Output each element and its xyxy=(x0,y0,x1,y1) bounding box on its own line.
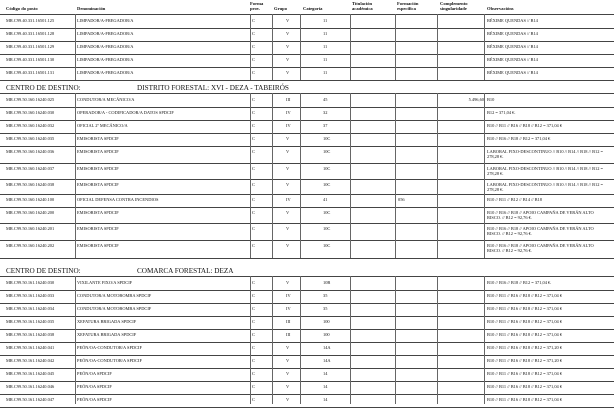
row-rule xyxy=(0,28,614,29)
cell-denominacion: OFICIAL 2º MECÁNICO/A xyxy=(77,123,128,128)
cell-denominacion: OPERADOR/A - CODIFICADOR/A DATOS SPDCIF xyxy=(77,110,174,115)
cell-grupo: V xyxy=(286,18,290,23)
cell-code: MR.C99.50.160.16240.036 xyxy=(6,149,55,154)
cell-observaciones: LABORAL FIXO-DESCONTINUO // B10 // B14 // B18 // B12 = 278,28 €. xyxy=(487,166,603,177)
column-divider xyxy=(272,14,273,80)
cell-forma: C xyxy=(252,397,255,402)
cell-observaciones: B10 // B11 // B16 // B18 // B12 = 371,20 € xyxy=(487,345,563,350)
cell-observaciones: B10 // B11 // B12 // B14 // B18 xyxy=(487,197,542,202)
column-divider xyxy=(350,14,351,80)
cell-forma: C xyxy=(252,197,255,202)
cell-grupo: V xyxy=(286,243,290,248)
section-3-rule xyxy=(0,276,614,277)
cell-code: MR.C99.50.160.16240.032 xyxy=(6,123,55,128)
cell-grupo: V xyxy=(286,371,290,376)
cell-code: MR.C99.40.331.16501.128 xyxy=(6,31,55,36)
cell-grupo: V xyxy=(286,70,290,75)
cell-categoria: 10C xyxy=(323,136,331,141)
column-divider xyxy=(75,276,76,404)
cell-categoria: 11 xyxy=(323,31,328,36)
section-label: CENTRO DE DESTINO: xyxy=(6,267,81,275)
row-rule xyxy=(0,120,614,121)
column-divider xyxy=(272,276,273,404)
cell-observaciones: B10 // B11 // B16 // B18 // B12 = 371,04 € xyxy=(487,306,563,311)
cell-denominacion: LIMPADOR/A-FREGADOR/A xyxy=(77,70,134,75)
column-divider xyxy=(484,93,485,258)
cell-code: MR.C99.50.160.16240.200 xyxy=(6,210,55,215)
column-divider xyxy=(437,14,438,80)
cell-forma: C xyxy=(252,319,255,324)
header-denominacion: Denominación xyxy=(77,6,106,11)
cell-grupo: V xyxy=(286,136,290,141)
header-formacion: Formación específica xyxy=(397,1,419,11)
cell-denominacion: LIMPADOR/A-FREGADOR/A xyxy=(77,18,134,23)
cell-observaciones: B10 xyxy=(487,97,495,102)
column-divider xyxy=(484,276,485,404)
cell-denominacion: LIMPADOR/A-FREGADOR/A xyxy=(77,57,134,62)
row-rule xyxy=(0,179,614,180)
cell-denominacion: OFICIAL DEFENSA CONTRA INCENDIOS xyxy=(77,197,159,202)
column-divider xyxy=(75,93,76,258)
cell-observaciones: B10 // B11 // B16 // B18 // B12 = 371,04 € xyxy=(487,123,563,128)
cell-denominacion: LIMPADOR/A-FREGADOR/A xyxy=(77,44,134,49)
cell-forma: C xyxy=(252,371,255,376)
cell-observaciones: B10 // B11 // B16 // B18 // B12 = 371,04 € xyxy=(487,384,563,389)
column-divider xyxy=(300,276,301,404)
row-rule xyxy=(0,54,614,55)
cell-forma: C xyxy=(252,97,255,102)
cell-observaciones: LABORAL FIXO-DESCONTINUO // B10 // B14 // B18 // B12 = 278,28 €. xyxy=(487,182,603,193)
cell-grupo: IV xyxy=(286,123,291,128)
header-grupo: Grupo xyxy=(274,6,288,11)
cell-grupo: III xyxy=(286,319,291,324)
cell-categoria: 10C xyxy=(323,210,331,215)
cell-code: MR.C99.50.161.16240.038 xyxy=(6,332,55,337)
cell-categoria: 35 xyxy=(323,306,328,311)
row-rule xyxy=(0,381,614,382)
column-divider xyxy=(437,93,438,258)
cell-code: MR.C99.40.331.16501.129 xyxy=(6,44,55,49)
cell-observaciones: RÉXIME QUENDAS // B14 xyxy=(487,44,538,49)
header-codigo: Código do posto xyxy=(6,6,38,11)
section-title: COMARCA FORESTAL: DEZA xyxy=(137,267,234,275)
row-rule xyxy=(0,355,614,356)
row-rule xyxy=(0,368,614,369)
cell-categoria: 14A xyxy=(323,358,331,363)
row-rule xyxy=(0,394,614,395)
cell-code: MR.C99.50.160.16240.030 xyxy=(6,110,55,115)
cell-observaciones: RÉXIME QUENDAS // B14 xyxy=(487,57,538,62)
cell-observaciones: B10 // B16 // B18 // B12 = 371,04 €. xyxy=(487,280,552,285)
row-rule xyxy=(0,258,614,259)
cell-denominacion: EMISORISTA SPDCIF xyxy=(77,149,119,154)
section-2-rule xyxy=(0,93,614,94)
cell-categoria: 10C xyxy=(323,166,331,171)
cell-code: MR.C99.40.331.16501.125 xyxy=(6,18,55,23)
cell-grupo: V xyxy=(286,210,290,215)
column-divider xyxy=(437,276,438,404)
cell-denominacion: CONDUTOR/A MECÁNICO/A xyxy=(77,97,135,102)
cell-grupo: V xyxy=(286,166,290,171)
cell-grupo: IV xyxy=(286,306,291,311)
cell-categoria: 14 xyxy=(323,384,328,389)
cell-denominacion: CONDUTOR/A MOTOBOMBA SPDCIF xyxy=(77,293,152,298)
cell-observaciones: B10 // B11 // B16 // B18 // B12 = 371,04 € xyxy=(487,371,563,376)
cell-forma: C xyxy=(252,136,255,141)
cell-code: MR.C99.40.331.16501.130 xyxy=(6,57,55,62)
cell-forma: C xyxy=(252,44,255,49)
column-divider xyxy=(272,93,273,258)
cell-denominacion: PEÓN/OA-CONDUTOR/A SPDCIF xyxy=(77,345,142,350)
cell-categoria: 32 xyxy=(323,110,328,115)
cell-forma: C xyxy=(252,166,255,171)
cell-categoria: 41 xyxy=(323,197,328,202)
cell-observaciones: B10 // B16 // B18 // APOIO CAMPAÑA DE VERÁN ALTO RISCO. // B12 = 92,76 €. xyxy=(487,226,594,237)
cell-grupo: V xyxy=(286,57,290,62)
cell-code: MR.C99.50.160.16240.025 xyxy=(6,97,55,102)
cell-forma: C xyxy=(252,210,255,215)
row-rule xyxy=(0,41,614,42)
cell-categoria: 10C xyxy=(323,182,331,187)
cell-grupo: V xyxy=(286,31,290,36)
cell-grupo: V xyxy=(286,280,290,285)
cell-code: MR.C99.50.160.16240.038 xyxy=(6,182,55,187)
row-rule xyxy=(0,342,614,343)
header-categoria: Categoría xyxy=(303,6,323,11)
cell-code: MR.C99.50.161.16240.042 xyxy=(6,358,55,363)
header-titulacion: Titulación académica xyxy=(352,1,373,11)
cell-categoria: 11 xyxy=(323,70,328,75)
cell-categoria: 10C xyxy=(323,226,331,231)
cell-code: MR.C99.50.161.16240.034 xyxy=(6,306,55,311)
cell-grupo: V xyxy=(286,384,290,389)
cell-observaciones: B10 // B11 // B16 // B18 // B12 = 371,04 € xyxy=(487,293,563,298)
cell-forma: C xyxy=(252,31,255,36)
cell-forma: C xyxy=(252,149,255,154)
cell-forma: C xyxy=(252,123,255,128)
cell-categoria: 45 xyxy=(323,97,328,102)
cell-denominacion: EMISORISTA SPDCIF xyxy=(77,226,119,231)
cell-forma: C xyxy=(252,70,255,75)
cell-categoria: 37 xyxy=(323,123,328,128)
header-complemento: Complemento singularidade xyxy=(440,1,468,11)
cell-observaciones: B10 // B16 // B18 // B12 = 371,04 € xyxy=(487,136,551,141)
column-divider xyxy=(395,93,396,258)
cell-grupo: IV xyxy=(286,293,291,298)
cell-formacion: 056 xyxy=(398,197,405,202)
row-rule xyxy=(0,146,614,147)
cell-code: MR.C99.50.161.16240.033 xyxy=(6,293,55,298)
cell-observaciones: RÉXIME QUENDAS // B14 xyxy=(487,18,538,23)
cell-observaciones: B10 // B11 // B16 // B18 // B12 = 371,04 € xyxy=(487,319,563,324)
cell-code: MR.C99.40.331.16501.131 xyxy=(6,70,55,75)
cell-forma: C xyxy=(252,226,255,231)
row-rule xyxy=(0,163,614,164)
cell-grupo: V xyxy=(286,182,290,187)
header-observaciones: Observacións xyxy=(487,6,514,11)
cell-grupo: IV xyxy=(286,110,291,115)
cell-categoria: 14 xyxy=(323,371,328,376)
cell-forma: C xyxy=(252,280,255,285)
cell-categoria: 14 xyxy=(323,397,328,402)
cell-observaciones: RÉXIME QUENDAS // B14 xyxy=(487,70,538,75)
cell-categoria: 100 xyxy=(323,319,330,324)
cell-denominacion: PEÓN/OA SPDCIF xyxy=(77,384,112,389)
cell-forma: C xyxy=(252,57,255,62)
cell-forma: C xyxy=(252,293,255,298)
cell-code: MR.C99.50.161.16240.030 xyxy=(6,280,55,285)
header-forma: Forma prov. xyxy=(250,1,264,11)
cell-categoria: 10C xyxy=(323,243,331,248)
cell-denominacion: XEFATURA BRIGADA SPDCIF xyxy=(77,319,137,324)
row-rule xyxy=(0,329,614,330)
cell-forma: C xyxy=(252,332,255,337)
cell-denominacion: PEÓN/OA-CONDUTOR/A SPDCIF xyxy=(77,358,142,363)
cell-observaciones: B10 // B11 // B16 // B18 // B12 = 371,04 € xyxy=(487,332,563,337)
cell-grupo: V xyxy=(286,44,290,49)
cell-code: MR.C99.50.160.16240.202 xyxy=(6,243,55,248)
row-rule xyxy=(0,133,614,134)
column-divider xyxy=(300,93,301,258)
column-divider xyxy=(395,276,396,404)
cell-code: MR.C99.50.161.16240.047 xyxy=(6,397,55,402)
cell-code: MR.C99.50.161.16240.041 xyxy=(6,345,55,350)
cell-categoria: 10C xyxy=(323,149,331,154)
cell-grupo: V xyxy=(286,226,290,231)
row-rule xyxy=(0,207,614,208)
cell-denominacion: PEÓN/OA SPDCIF xyxy=(77,371,112,376)
cell-observaciones: B10 // B16 // B18 // APOIO CAMPAÑA DE VERÁN ALTO RISCO. // B12 = 92,76 €. xyxy=(487,243,594,254)
cell-grupo: V xyxy=(286,358,290,363)
cell-observaciones: B10 // B11 // B16 // B18 // B12 = 371,04 € xyxy=(487,397,563,402)
cell-denominacion: EMISORISTA SPDCIF xyxy=(77,243,119,248)
column-divider xyxy=(250,93,251,258)
cell-forma: C xyxy=(252,306,255,311)
cell-code: MR.C99.50.160.16240.201 xyxy=(6,226,55,231)
cell-forma: C xyxy=(252,358,255,363)
cell-grupo: III xyxy=(286,97,291,102)
cell-observaciones: B12 = 371,04 €. xyxy=(487,110,516,115)
cell-grupo: V xyxy=(286,397,290,402)
cell-observaciones: B10 // B16 // B18 // APOIO CAMPAÑA DE VERÁN ALTO RISCO. // B12 = 92,76 €. xyxy=(487,210,594,221)
cell-categoria: 14A xyxy=(323,345,331,350)
cell-categoria: 35 xyxy=(323,293,328,298)
cell-forma: C xyxy=(252,384,255,389)
column-divider xyxy=(300,14,301,80)
column-divider xyxy=(75,14,76,80)
cell-denominacion: XEFATURA BRIGADA SPDCIF xyxy=(77,332,137,337)
cell-code: MR.C99.50.161.16240.035 xyxy=(6,319,55,324)
cell-observaciones: B10 // B11 // B16 // B18 // B12 = 371,20 € xyxy=(487,358,563,363)
cell-code: MR.C99.50.160.16240.035 xyxy=(6,136,55,141)
cell-grupo: III xyxy=(286,332,291,337)
cell-categoria: 11 xyxy=(323,57,328,62)
cell-forma: C xyxy=(252,243,255,248)
cell-categoria: 11 xyxy=(323,18,328,23)
header-rule xyxy=(0,14,614,15)
column-divider xyxy=(250,14,251,80)
cell-observaciones: LABORAL FIXO-DESCONTINUO // B10 // B14 // B18 // B12 = 278,28 €. xyxy=(487,149,603,160)
column-divider xyxy=(250,276,251,404)
cell-denominacion: EMISORISTA SPDCIF xyxy=(77,210,119,215)
row-rule xyxy=(0,67,614,68)
cell-denominacion: EMISORISTA SPDCIF xyxy=(77,136,119,141)
cell-denominacion: CONDUTOR/A MOTOBOMBA SPDCIF xyxy=(77,306,152,311)
row-rule xyxy=(0,107,614,108)
column-divider xyxy=(484,14,485,80)
column-divider xyxy=(350,93,351,258)
cell-observaciones: RÉXIME QUENDAS // B14 xyxy=(487,31,538,36)
cell-denominacion: PEÓN/OA SPDCIF xyxy=(77,397,112,402)
row-rule xyxy=(0,80,614,81)
cell-categoria: 10B xyxy=(323,280,331,285)
cell-denominacion: EMISORISTA SPDCIF xyxy=(77,182,119,187)
cell-grupo: IV xyxy=(286,197,291,202)
cell-grupo: V xyxy=(286,149,290,154)
cell-code: MR.C99.50.161.16240.046 xyxy=(6,384,55,389)
cell-categoria: 100 xyxy=(323,332,330,337)
row-rule xyxy=(0,194,614,195)
cell-forma: C xyxy=(252,182,255,187)
cell-grupo: V xyxy=(286,345,290,350)
row-rule xyxy=(0,290,614,291)
cell-forma: C xyxy=(252,345,255,350)
column-divider xyxy=(350,276,351,404)
cell-denominacion: VIXILANTE FIXO/A SPDCIF xyxy=(77,280,133,285)
cell-code: MR.C99.50.161.16240.045 xyxy=(6,371,55,376)
cell-forma: C xyxy=(252,18,255,23)
row-rule xyxy=(0,240,614,241)
section-title: DISTRITO FORESTAL: XVI - DEZA - TABEIRÓS xyxy=(137,84,289,92)
row-rule xyxy=(0,316,614,317)
cell-code: MR.C99.50.160.16240.100 xyxy=(6,197,55,202)
cell-forma: C xyxy=(252,110,255,115)
cell-complemento: 5.496,60 xyxy=(468,97,484,102)
section-label: CENTRO DE DESTINO: xyxy=(6,84,81,92)
cell-denominacion: EMISORISTA SPDCIF xyxy=(77,166,119,171)
cell-denominacion: LIMPADOR/A-FREGADOR/A xyxy=(77,31,134,36)
cell-categoria: 11 xyxy=(323,44,328,49)
column-divider xyxy=(395,14,396,80)
cell-code: MR.C99.50.160.16240.037 xyxy=(6,166,55,171)
row-rule xyxy=(0,303,614,304)
row-rule xyxy=(0,223,614,224)
